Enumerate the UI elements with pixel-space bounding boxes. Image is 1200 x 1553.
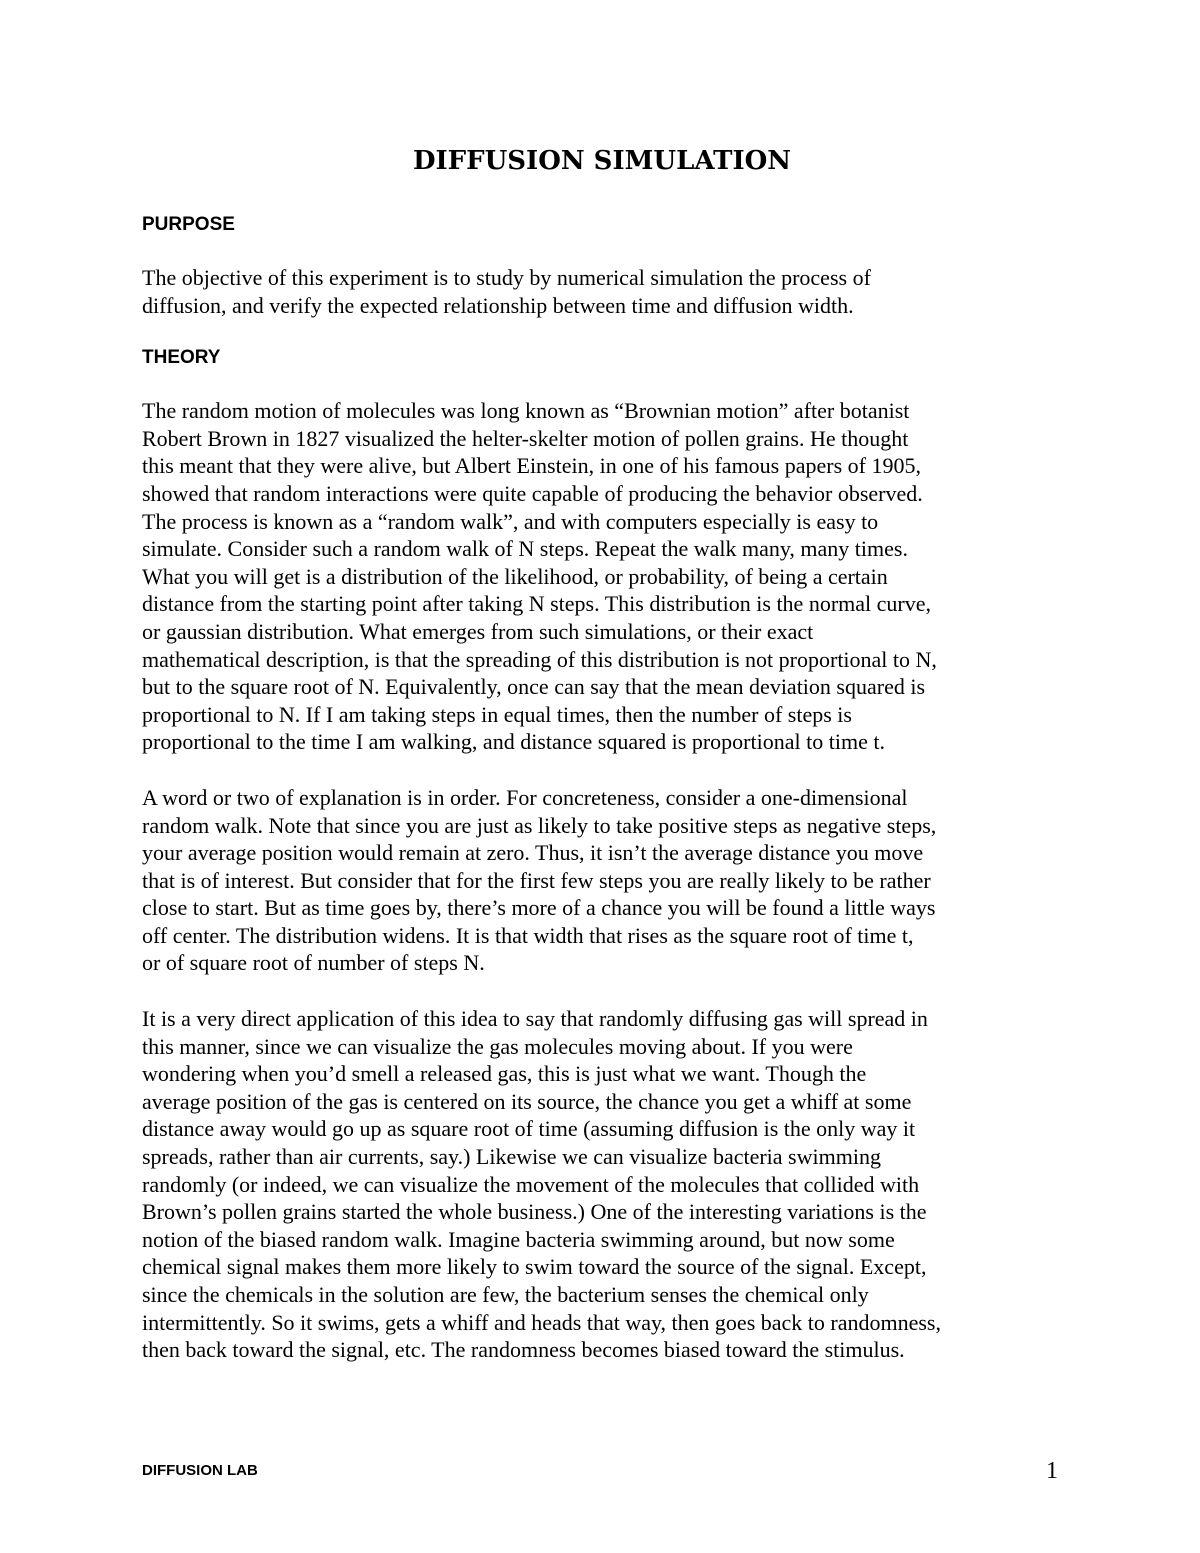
text-line: random walk. Note that since you are just as likely to take positive steps as negative steps, (142, 812, 937, 838)
page-number: 1 (1046, 1458, 1058, 1484)
text-line: or of square root of number of steps N. (142, 950, 485, 976)
text-line: The random motion of molecules was long known as “Brownian motion” after botanist (142, 398, 910, 424)
purpose-heading: PURPOSE (142, 214, 235, 235)
text-line: average position of the gas is centered on its source, the chance you get a whiff at some (142, 1088, 912, 1114)
footer-label: DIFFUSION LAB (142, 1462, 258, 1479)
document-title: DIFFUSION SIMULATION (412, 146, 792, 176)
text-line: or gaussian distribution. What emerges from such simulations, or their exact (142, 618, 814, 644)
theory-paragraph-3 (142, 1005, 1062, 1364)
theory-paragraph-1 (142, 397, 1062, 756)
page-content (142, 146, 1062, 1392)
text-line: Robert Brown in 1827 visualized the helter-skelter motion of pollen grains. He thought (142, 425, 909, 451)
text-line: since the chemicals in the solution are few, the bacterium senses the chemical only (142, 1282, 869, 1307)
text-line: intermittently. So it swims, gets a whiff and heads that way, then goes back to randomness, (142, 1309, 941, 1335)
text-line: close to start. But as time goes by, there’s more of a chance you will be found a little ways (142, 895, 936, 921)
text-line: distance from the starting point after taking N steps. This distribution is the normal curve, (142, 591, 931, 617)
text-line: Brown’s pollen grains started the whole business.) One of the interesting variations is the (142, 1199, 927, 1225)
text-line: What you will get is a distribution of the likelihood, or probability, of being a certain (142, 563, 888, 589)
text-line: off center. The distribution widens. It is that width that rises as the square root of time t, (142, 922, 914, 948)
text-line: this manner, since we can visualize the gas molecules moving about. If you were (142, 1033, 853, 1059)
text-line: your average position would remain at zero. Thus, it isn’t the average distance you move (142, 840, 924, 866)
text-line: The process is known as a “random walk”, and with computers especially is easy to (142, 508, 879, 534)
text-line: spreads, rather than air currents, say.) Likewise we can visualize bacteria swimming (142, 1144, 881, 1170)
text-line: this meant that they were alive, but Albert Einstein, in one of his famous papers of 1905, (142, 453, 921, 479)
text-line: diffusion, and verify the expected relationship between time and diffusion width. (142, 292, 854, 318)
text-line: wondering when you’d smell a released gas, this is just what we want. Though the (142, 1061, 867, 1087)
text-line: proportional to N. If I am taking steps in equal times, then the number of steps is (142, 701, 852, 727)
text-line: A word or two of explanation is in order. For concreteness, consider a one-dimensional (142, 784, 908, 810)
text-line: chemical signal makes them more likely to swim toward the source of the signal. Except, (142, 1254, 927, 1280)
text-line: mathematical description, is that the spreading of this distribution is not proportional to N, (142, 646, 937, 672)
theory-heading: THEORY (142, 347, 221, 369)
text-line: simulate. Consider such a random walk of N steps. Repeat the walk many, many times. (142, 536, 908, 562)
text-line: showed that random interactions were quite capable of producing the behavior observed. (142, 480, 923, 506)
text-line: distance away would go up as square root of time (assuming diffusion is the only way it (142, 1116, 916, 1142)
text-line: that is of interest. But consider that for the first few steps you are really likely to be rather (142, 867, 931, 893)
text-line: It is a very direct application of this idea to say that randomly diffusing gas will spread in (142, 1006, 928, 1032)
purpose-paragraph (142, 264, 1062, 319)
text-line: The objective of this experiment is to study by numerical simulation the process of (142, 265, 871, 290)
theory-paragraph-2 (142, 784, 1062, 977)
text-line: but to the square root of N. Equivalently, once can say that the mean deviation squared is (142, 674, 926, 700)
text-line: randomly (or indeed, we can visualize the movement of the molecules that collided with (142, 1171, 920, 1197)
text-line: proportional to the time I am walking, and distance squared is proportional to time t. (142, 729, 885, 755)
text-line: then back toward the signal, etc. The randomness becomes biased toward the stimulus. (142, 1337, 905, 1363)
text-line: notion of the biased random walk. Imagine bacteria swimming around, but now some (142, 1226, 895, 1252)
